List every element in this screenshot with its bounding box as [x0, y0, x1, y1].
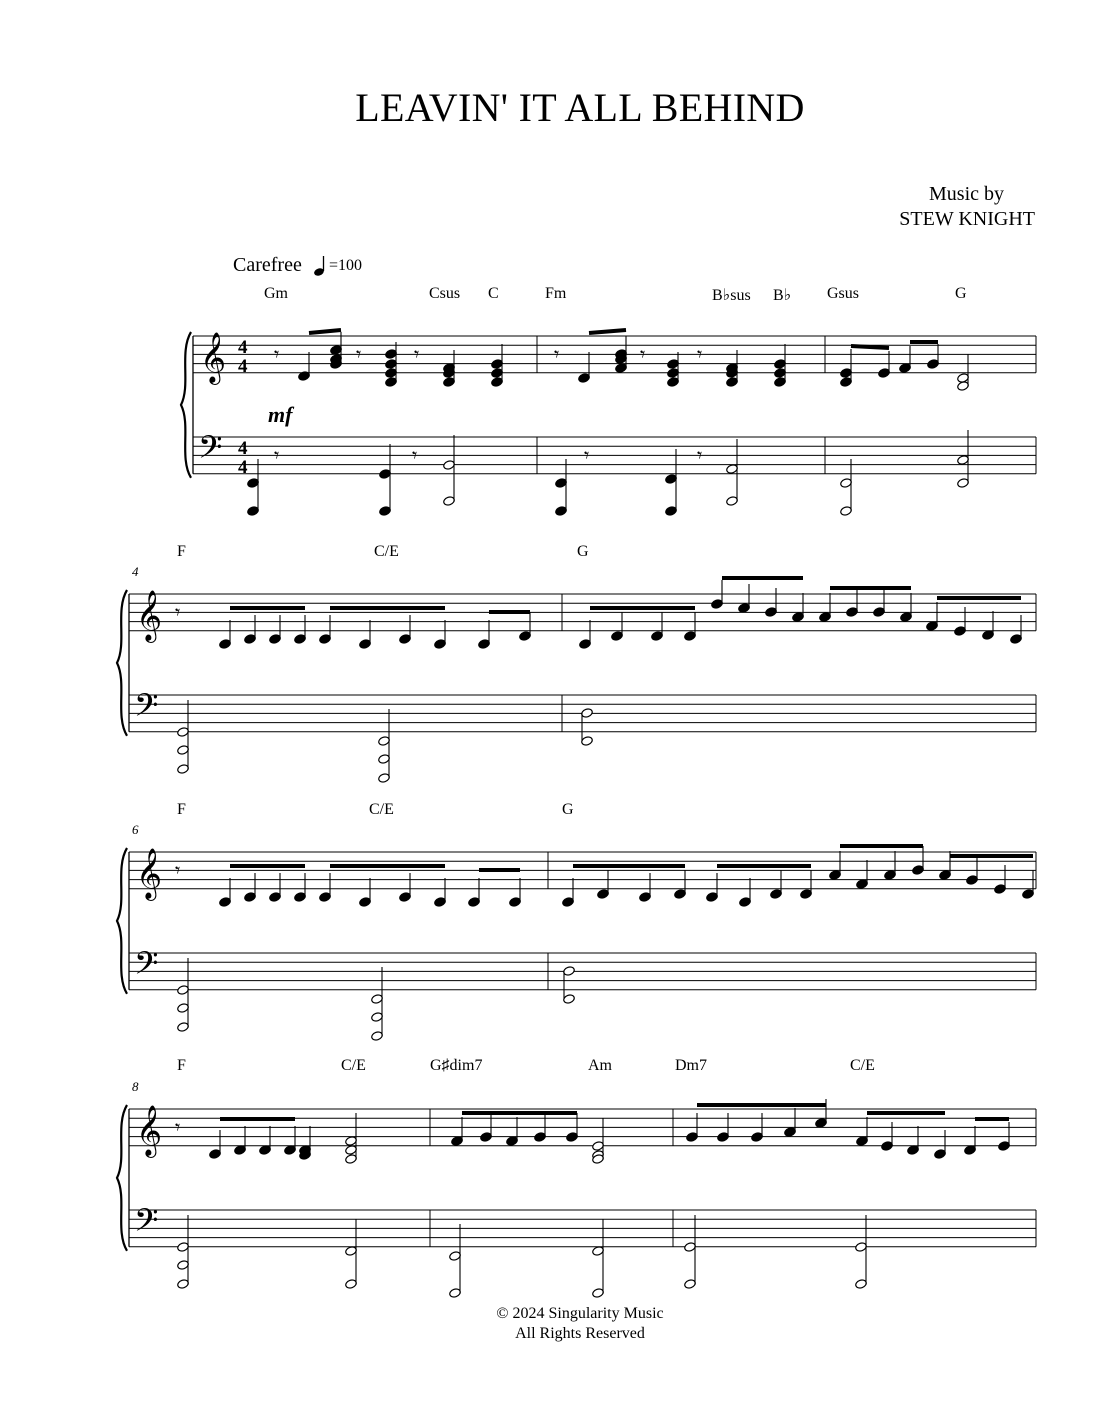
brace-icon: [181, 332, 191, 478]
time-signature-denominator: 4: [238, 457, 248, 478]
eighth-rest-icon: 𝄾: [414, 342, 420, 366]
treble-clef-icon: 𝄞: [200, 332, 227, 383]
tempo-marking: Carefree: [233, 254, 302, 276]
chord-symbol: B♭sus: [712, 287, 751, 304]
eighth-rest-icon: 𝄾: [412, 443, 418, 467]
eighth-rest-icon: 𝄾: [175, 858, 181, 882]
chord-symbol: F: [177, 1057, 186, 1074]
song-title: LEAVIN' IT ALL BEHIND: [355, 85, 805, 130]
eighth-rest-icon: 𝄾: [554, 342, 560, 366]
rights-text: All Rights Reserved: [515, 1325, 645, 1342]
eighth-rest-icon: 𝄾: [640, 342, 646, 366]
eighth-rest-icon: 𝄾: [584, 443, 590, 467]
chord-symbol: F: [177, 801, 186, 818]
treble-clef-icon: 𝄞: [136, 1105, 163, 1156]
chord-symbol: G: [562, 801, 574, 818]
chord-symbol: Fm: [545, 285, 567, 302]
time-signature-denominator: 4: [238, 356, 248, 377]
chord-symbol: G♯dim7: [430, 1057, 483, 1074]
chord-symbol: Dm7: [675, 1057, 707, 1074]
chord-symbol: C: [488, 285, 499, 302]
measure-number: 8: [132, 1079, 139, 1094]
measure-number: 4: [132, 564, 139, 579]
composer-name: STEW KNIGHT: [899, 208, 1035, 230]
time-signature-numerator: 4: [238, 438, 248, 459]
eighth-rest-icon: 𝄾: [175, 600, 181, 624]
chord-symbol: C/E: [374, 543, 399, 560]
dynamic-marking: mf: [268, 402, 293, 427]
bass-clef-icon: 𝄢: [198, 429, 223, 473]
tempo-bpm: =100: [329, 257, 363, 274]
chord-symbol: C/E: [850, 1057, 875, 1074]
treble-clef-icon: 𝄞: [136, 590, 163, 641]
bass-clef-icon: 𝄢: [134, 1202, 159, 1246]
eighth-rest-icon: 𝄾: [274, 443, 280, 467]
measure-number: 6: [132, 822, 139, 837]
treble-clef-icon: 𝄞: [136, 848, 163, 899]
brace-icon: [117, 590, 127, 736]
eighth-rest-icon: 𝄾: [356, 342, 362, 366]
beam: [309, 330, 341, 333]
bass-clef-icon: 𝄢: [134, 945, 159, 989]
time-signature-numerator: 4: [238, 337, 248, 358]
chord-symbol: C/E: [369, 801, 394, 818]
chord-symbol: G: [955, 285, 967, 302]
eighth-rest-icon: 𝄾: [697, 342, 703, 366]
eighth-rest-icon: 𝄾: [175, 1115, 181, 1139]
chord-symbol: Gm: [264, 285, 288, 302]
brace-icon: [117, 1105, 127, 1251]
chord-symbol: Gsus: [827, 285, 860, 302]
chord-symbol: C/E: [341, 1057, 366, 1074]
eighth-rest-icon: 𝄾: [697, 443, 703, 467]
chord-symbol: F: [177, 543, 186, 560]
copyright-text: © 2024 Singularity Music: [496, 1305, 664, 1322]
chord-symbol: Csus: [429, 285, 461, 302]
beam: [589, 330, 626, 333]
chord-symbol: Am: [588, 1057, 612, 1074]
beam: [851, 346, 889, 348]
chord-symbol: B♭: [773, 287, 792, 304]
eighth-rest-icon: 𝄾: [274, 342, 280, 366]
notation: [175, 330, 1034, 1298]
brace-icon: [117, 848, 127, 994]
bass-clef-icon: 𝄢: [134, 687, 159, 731]
credit-label: Music by: [929, 183, 1004, 205]
chord-symbol: G: [577, 543, 589, 560]
